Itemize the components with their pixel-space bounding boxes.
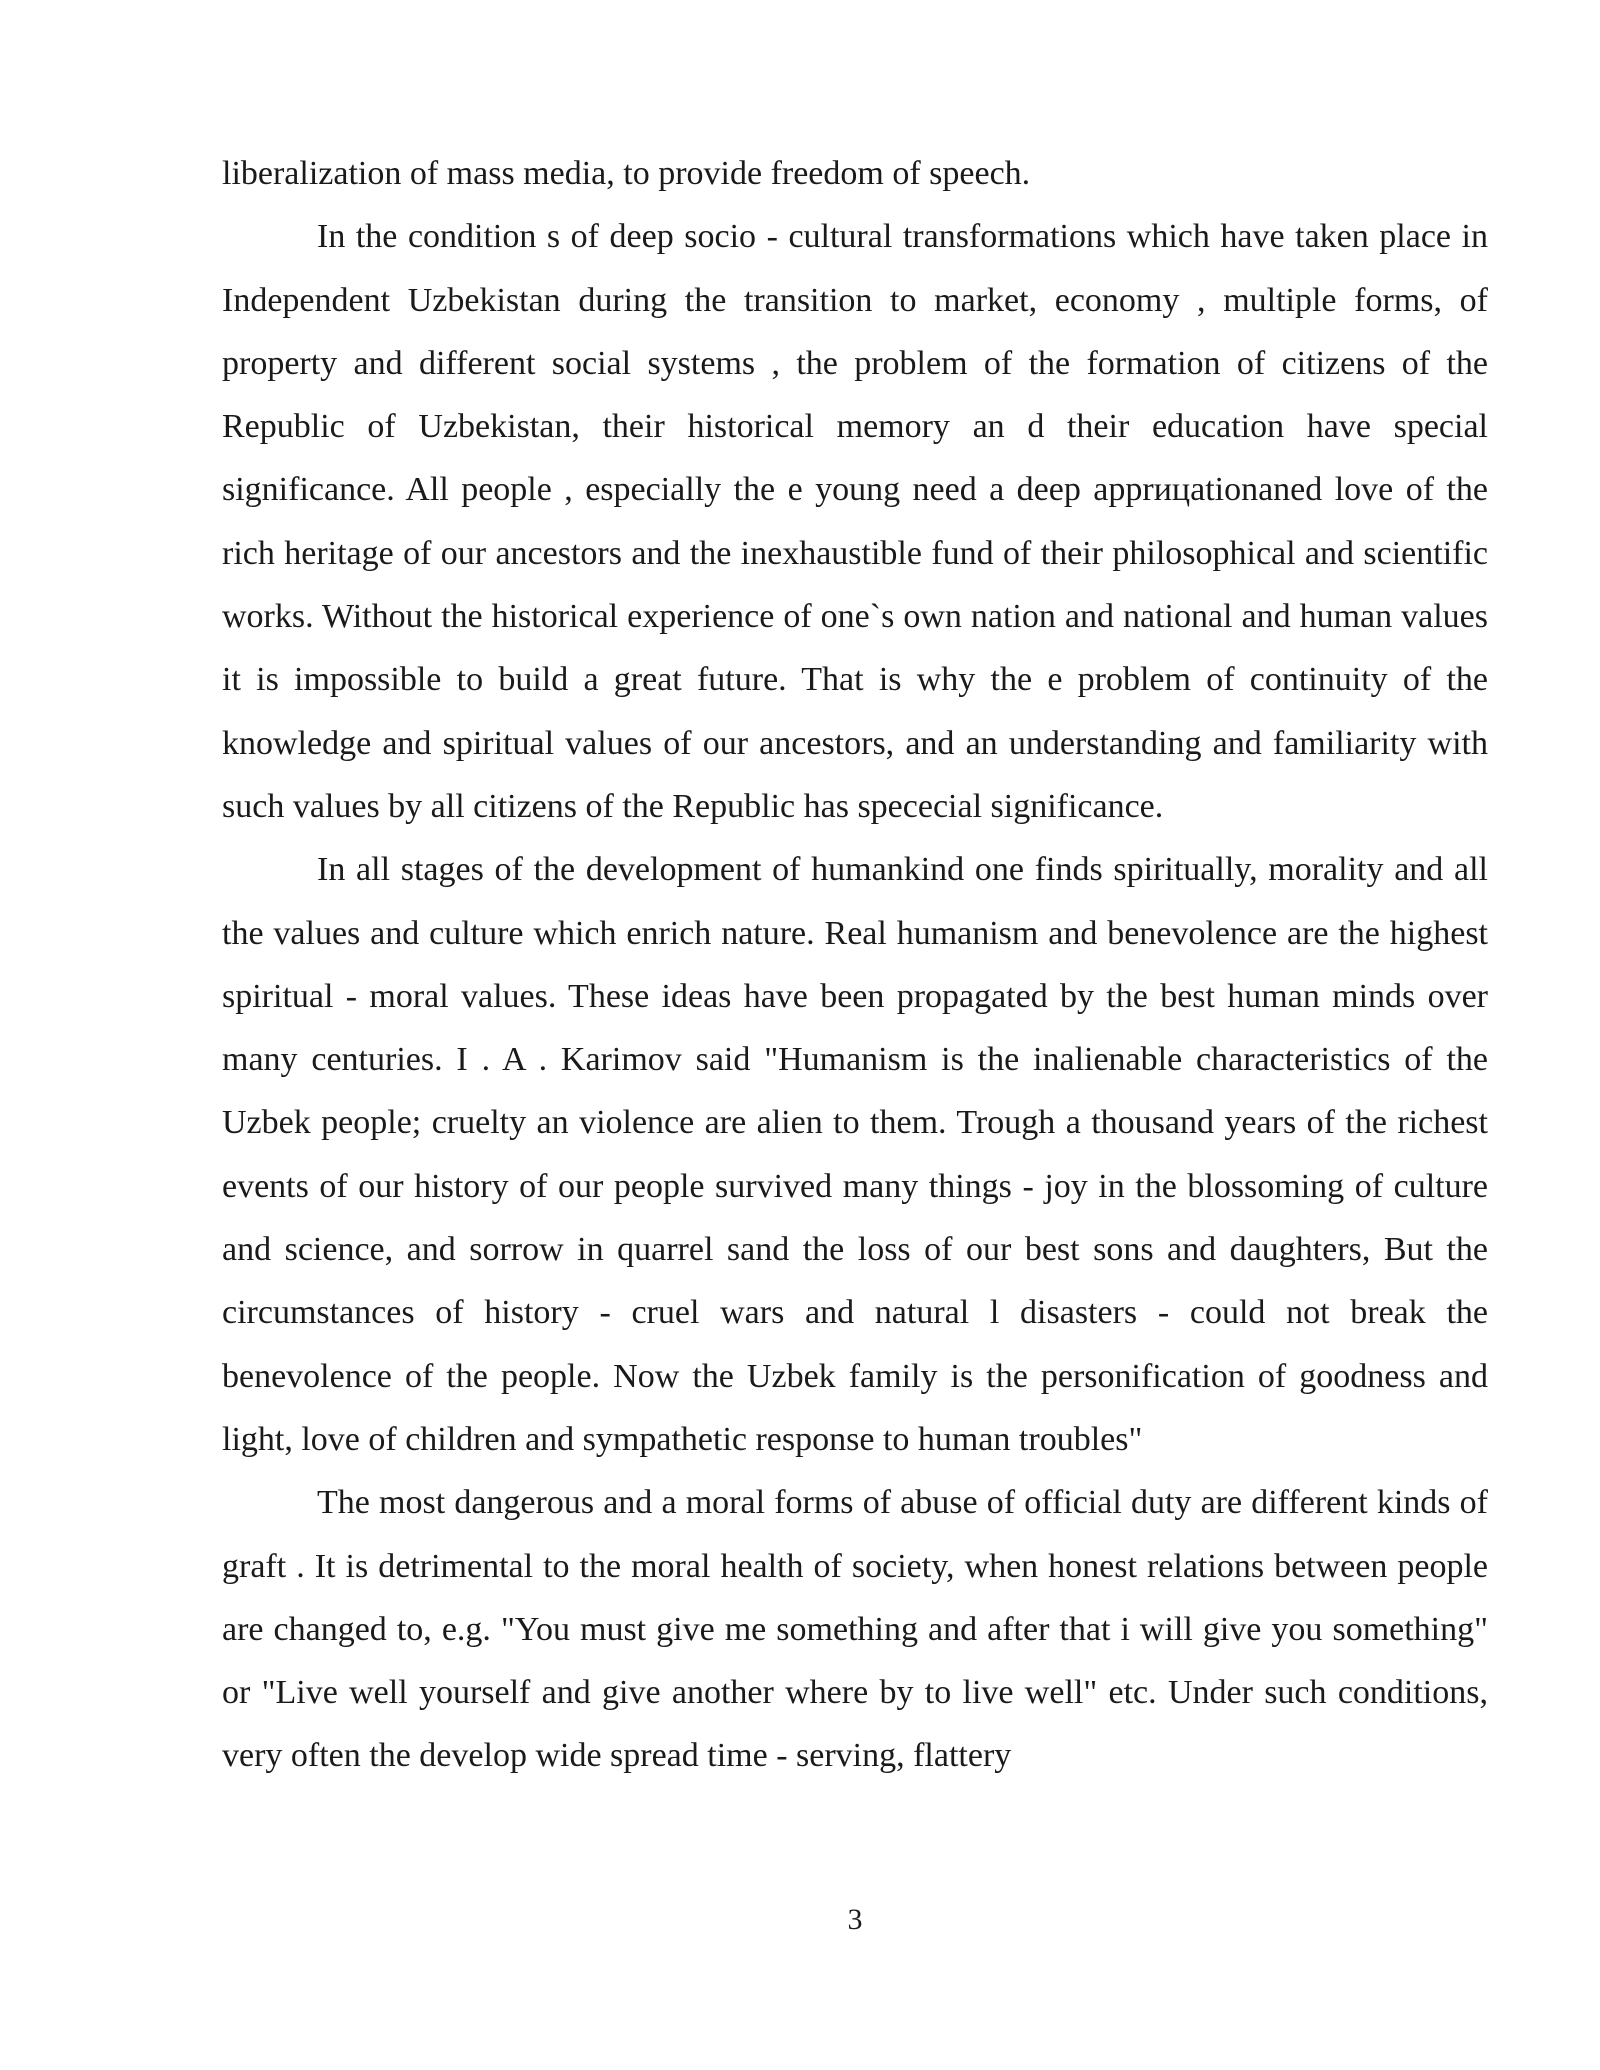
paragraph-1: liberalization of mass media, to provide freedom of speech. — [222, 155, 1031, 192]
page-number: 3 — [847, 1903, 863, 1936]
paragraph-2: In the condition s of deep socio - cultural transformations which have taken place in Independent Uzbekistan during the transition to market, economy , multiple forms, of property and different social systems , the problem of the formation of citizens of the Republic of Uzbekistan, their historical memory an d their education have special significance. All people , especially the e young need a deep apprицationaned love of the rich heritage of our ancestors and the inexhaustible fund of their philosophical and scientific works. Without the historical experience of one`s own nation and national and human values it is impossible to build a great future. That is why the e problem of continuity of the knowledge and spiritual values of our ancestors, and an understanding and familiarity with such values by all citizens of the Republic has spececial significance. — [222, 218, 1488, 825]
paragraph-3: In all stages of the development of humankind one finds spiritually, morality and all the values and culture which enrich nature. Real humanism and benevolence are the highest spiritual - moral values. These ideas have been propagated by the best human minds over many centuries. I . A . Karimov said "Humanism is the inalienable characteristics of the Uzbek people; cruelty an violence are alien to them. Trough a thousand years of the richest events of our history of our people survived many things - joy in the blossoming of culture and science, and sorrow in quarrel sand the loss of our best sons and daughters, But the circumstances of history - cruel wars and natural l disasters - could not break the benevolence of the people. Now the Uzbek family is the personification of goodness and light, love of children and sympathetic response to human troubles" — [222, 851, 1488, 1458]
paragraph-4: The most dangerous and a moral forms of abuse of official duty are different kinds of graft . It is detrimental to the moral health of society, when honest relations between people are changed to, e.g. "You must give me something and after that i will give you something" or "Live well yourself and give another where by to live well" etc. Under such conditions, very often the develop wide spread time - serving, flattery — [222, 1484, 1488, 1775]
body-text — [222, 142, 1488, 1788]
